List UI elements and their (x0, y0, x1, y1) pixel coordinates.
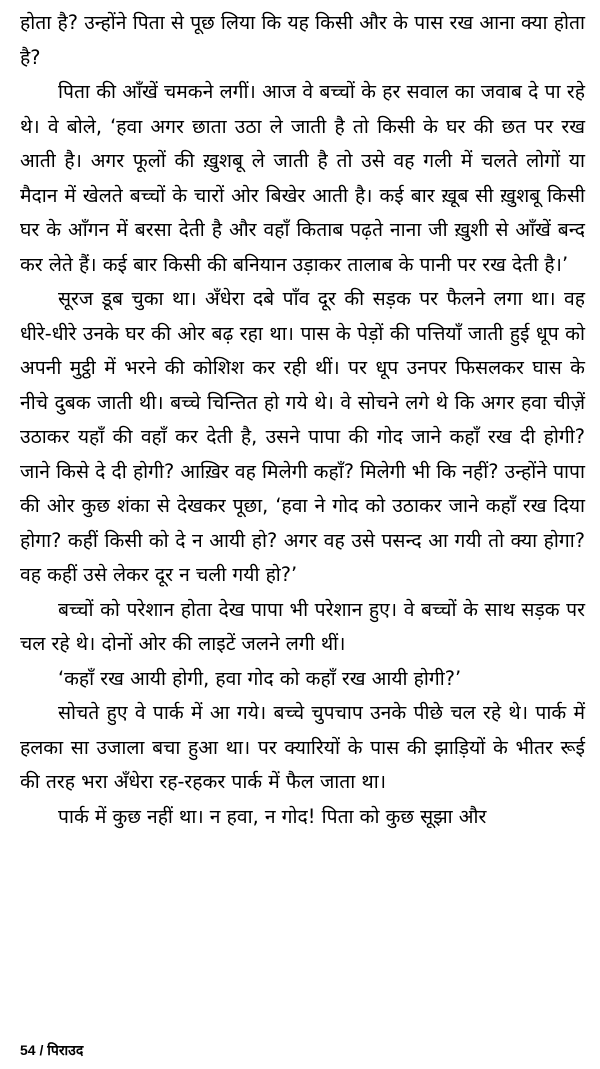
paragraph-quote: ‘कहाँ रख आयी होगी, हवा गोद को कहाँ रख आयी होगी?’ (58, 666, 462, 690)
paragraph-last: पार्क में कुछ नहीं था। न हवा, न गोद! पिता को कुछ सूझा और (58, 804, 487, 828)
page-body (20, 6, 585, 834)
paragraph-father-answer: पिता की आँखें चमकने लगीं। आज वे बच्चों के हर सवाल का जवाब दे पा रहे थे। वे बोले, ‘हवा अगर छाता उठा ले जाती है तो किसी के घर की छत पर रख आती है। अगर फूलों की ख़ुशबू ले जाती है तो उसे वह गली में चलते लोगों या मैदान में खेलते बच्चों के चारों ओर बिखेर आती है। कई बार ख़ूब सी ख़ुशबू किसी घर के आँगन में बरसा देती है और वहाँ किताब पढ़ते नाना जी ख़ुशी से आँखें बन्द कर लेते हैं। कई बार किसी की बनियान उड़ाकर तालाब के पानी पर रख देती है।’ (20, 80, 585, 276)
paragraph-park: सोचते हुए वे पार्क में आ गये। बच्चे चुपचाप उनके पीछे चल रहे थे। पार्क में हलका सा उजाला बचा हुआ था। पर क्यारियों के पास की झाड़ियों के भीतर रूई की तरह भरा अँधेरा रह-रहकर पार्क में फैल जाता था। (20, 701, 585, 793)
paragraph-continuation: होता है? उन्होंने पिता से पूछ लिया कि यह किसी और के पास रख आना क्या होता है? (20, 11, 585, 69)
paragraph-sunset: सूरज डूब चुका था। अँधेरा दबे पाँव दूर की सड़क पर फैलने लगा था। वह धीरे-धीरे उनके घर की ओर बढ़ रहा था। पास के पेड़ों की पत्तियाँ जाती हुई धूप को अपनी मुट्ठी में भरने की कोशिश कर रही थीं। पर धूप उनपर फिसलकर घास के नीचे दुबक जाती थी। बच्चे चिन्तित हो गये थे। वे सोचने लगे थे कि अगर हवा चीज़ें उठाकर यहाँ की वहाँ कर देती है, उसने पापा की गोद जाने कहाँ रख दी होगी? जाने किसे दे दी होगी? आख़िर वह मिलेगी कहाँ? मिलेगी भी कि नहीं? उन्होंने पापा की ओर कुछ शंका से देखकर पूछा, ‘हवा ने गोद को उठाकर जाने कहाँ रख दिया होगा? कहीं किसी को दे न आयी हो? अगर वह उसे पसन्द आ गयी तो क्या होगा? वह कहीं उसे लेकर दूर न चली गयी हो?’ (20, 287, 585, 586)
page-footer: 54 / पिराउद (20, 1042, 84, 1058)
paragraph-worried: बच्चों को परेशान होता देख पापा भी परेशान हुए। वे बच्चों के साथ सड़क पर चल रहे थे। दोनों ओर की लाइटें जलने लगी थीं। (20, 597, 585, 655)
